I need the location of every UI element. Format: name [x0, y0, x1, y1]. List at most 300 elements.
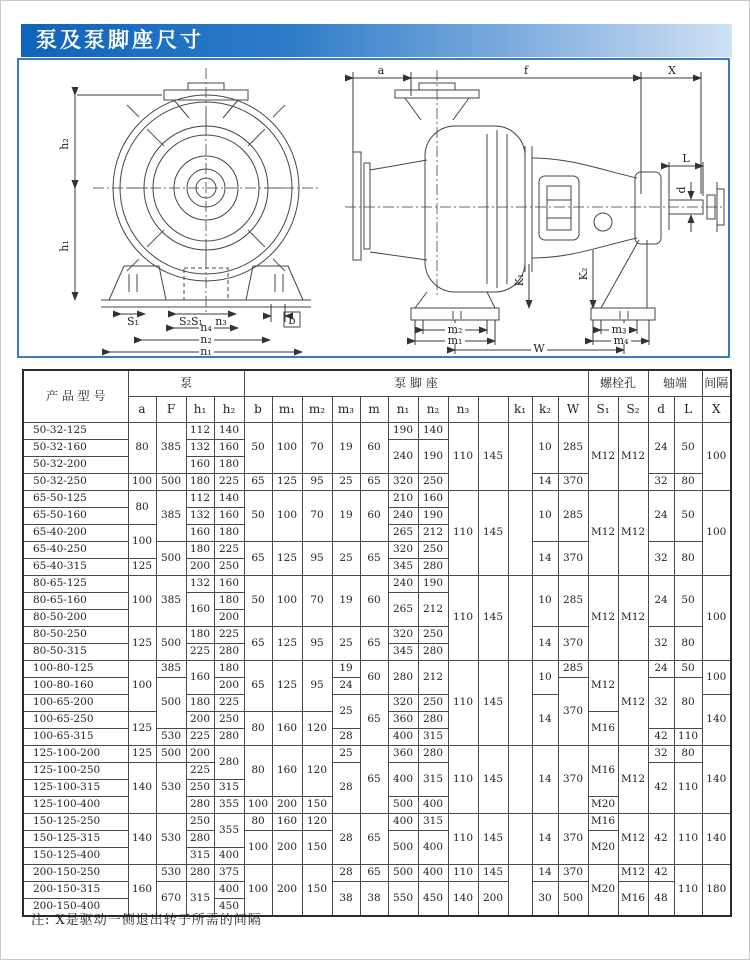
value-cell: 375 [214, 865, 244, 882]
value-cell: M12 [618, 576, 648, 661]
value-cell: 160 [272, 746, 302, 797]
value-cell: 320 [388, 627, 418, 644]
model-cell: 125-100-200 [23, 746, 128, 763]
model-cell: 50-32-160 [23, 440, 128, 457]
value-cell: 125 [128, 559, 156, 576]
model-cell: 200-150-400 [23, 899, 128, 917]
value-cell: 100 [128, 525, 156, 559]
value-cell: 28 [332, 814, 360, 865]
value-cell: 670 [156, 882, 186, 917]
model-cell: 150-125-250 [23, 814, 128, 831]
value-cell: 120 [302, 746, 332, 797]
value-cell: 385 [156, 491, 186, 542]
value-cell: 95 [302, 474, 332, 491]
column-header-cell: F [156, 397, 186, 423]
value-cell: M16 [618, 882, 648, 917]
model-cell: 50-32-250 [23, 474, 128, 491]
table-row [23, 491, 731, 508]
value-cell: 500 [388, 797, 418, 814]
value-cell: 150 [302, 797, 332, 814]
table-row [23, 865, 731, 882]
value-cell: 100 [128, 474, 156, 491]
value-cell: 225 [214, 474, 244, 491]
value-cell: 25 [332, 746, 360, 763]
value-cell: 145 [478, 576, 508, 661]
value-cell: 110 [448, 491, 478, 576]
value-cell: 500 [388, 865, 418, 882]
dimension-table [22, 369, 732, 917]
value-cell: M16 [588, 746, 618, 797]
value-cell: 285 [558, 491, 588, 542]
value-cell: 160 [272, 814, 302, 831]
value-cell: 400 [388, 729, 418, 746]
value-cell: 100 [702, 491, 731, 576]
value-cell: 32 [648, 627, 674, 661]
value-cell: 65 [360, 627, 388, 661]
group-header-cell: 轴端 [648, 370, 702, 397]
value-cell: 145 [478, 491, 508, 576]
value-cell: 50 [674, 661, 702, 678]
value-cell: 100 [244, 865, 272, 917]
value-cell: 100 [272, 423, 302, 474]
value-cell: 65 [360, 814, 388, 865]
value-cell: 240 [388, 508, 418, 525]
dim-label-n1: n₁ [200, 345, 212, 356]
dim-label-m2: m₂ [447, 323, 463, 336]
dim-label-s1: S₁ [127, 315, 139, 328]
value-cell: 24 [648, 423, 674, 474]
value-cell: 345 [388, 559, 418, 576]
column-header-cell: a [128, 397, 156, 423]
dim-label-m1: m₁ [447, 334, 463, 347]
value-cell: 190 [418, 576, 448, 593]
value-cell: 100 [244, 797, 272, 814]
value-cell: 285 [558, 661, 588, 678]
value-cell: 280 [418, 644, 448, 661]
value-cell: 370 [558, 542, 588, 576]
value-cell: 10 [532, 423, 558, 474]
value-cell: 150 [302, 831, 332, 865]
column-header-cell: n₂ [418, 397, 448, 423]
value-cell: 160 [214, 440, 244, 457]
value-cell: 180 [702, 865, 731, 917]
value-cell: M16 [588, 814, 618, 831]
value-cell: 125 [128, 712, 156, 746]
value-cell: 400 [214, 882, 244, 899]
value-cell: 180 [214, 661, 244, 678]
value-cell: 100 [272, 576, 302, 627]
value-cell: 80 [674, 542, 702, 576]
dim-label-k1: K₁ [513, 273, 526, 287]
value-cell: 500 [156, 627, 186, 661]
model-cell: 100-80-125 [23, 661, 128, 678]
value-cell: 38 [360, 882, 388, 917]
value-cell: 400 [214, 848, 244, 865]
value-cell: 100 [244, 831, 272, 865]
value-cell: 370 [558, 814, 588, 865]
model-cell: 65-50-125 [23, 491, 128, 508]
value-cell [508, 814, 532, 865]
value-cell: 110 [674, 763, 702, 814]
table-row [23, 661, 731, 678]
value-cell: 125 [272, 627, 302, 661]
value-cell: 400 [388, 763, 418, 797]
value-cell: 65 [244, 542, 272, 576]
value-cell: 80 [674, 474, 702, 491]
page-title: 泵及泵脚座尺寸 [21, 24, 732, 57]
value-cell: 110 [448, 423, 478, 491]
column-header-cell: k₁ [508, 397, 532, 423]
value-cell: 95 [302, 542, 332, 576]
value-cell: 110 [674, 729, 702, 746]
value-cell: 110 [448, 576, 478, 661]
value-cell: 42 [648, 729, 674, 746]
footnote: 注: X是驱动一侧退出转子所需的间隔 [31, 913, 262, 928]
value-cell: 360 [388, 712, 418, 729]
value-cell: 50 [244, 576, 272, 627]
value-cell: M16 [588, 712, 618, 746]
value-cell: 70 [302, 576, 332, 627]
column-header-cell: k₂ [532, 397, 558, 423]
value-cell: 500 [156, 542, 186, 576]
value-cell: 80 [128, 423, 156, 474]
value-cell: 320 [388, 542, 418, 559]
value-cell: 140 [702, 746, 731, 814]
value-cell: 180 [214, 593, 244, 610]
value-cell: 200 [186, 746, 214, 763]
model-cell: 65-40-315 [23, 559, 128, 576]
value-cell: 80 [244, 814, 272, 831]
column-header-cell: m₃ [332, 397, 360, 423]
centerlines [345, 70, 725, 297]
value-cell: 42 [648, 763, 674, 814]
value-cell: 100 [128, 661, 156, 712]
column-header-cell: h₁ [186, 397, 214, 423]
value-cell: 145 [478, 865, 508, 882]
value-cell: 530 [156, 729, 186, 746]
value-cell: 265 [388, 593, 418, 627]
value-cell: 500 [558, 882, 588, 917]
value-cell: 225 [214, 695, 244, 712]
value-cell: 125 [272, 542, 302, 576]
value-cell: 315 [186, 882, 214, 917]
value-cell: 400 [418, 865, 448, 882]
model-cell: 200-150-315 [23, 882, 128, 899]
casing-side [425, 126, 532, 292]
pump-side-view-drawing [339, 62, 728, 356]
value-cell: 120 [302, 712, 332, 746]
value-cell: 385 [156, 576, 186, 627]
value-cell: M20 [588, 865, 618, 917]
value-cell: 80 [674, 627, 702, 661]
dim-label-n4: n₄ [200, 321, 212, 334]
value-cell: 160 [128, 865, 156, 917]
value-cell: 150 [302, 865, 332, 917]
value-cell: 32 [648, 542, 674, 576]
value-cell: 400 [388, 814, 418, 831]
value-cell: 180 [214, 457, 244, 474]
value-cell: 48 [648, 882, 674, 917]
value-cell: M12 [618, 746, 648, 814]
value-cell: 200 [272, 865, 302, 917]
bearing-bracket [532, 158, 669, 258]
value-cell: 200 [272, 797, 302, 814]
dimension-lines-right [529, 162, 703, 308]
value-cell: 212 [418, 661, 448, 695]
value-cell: 280 [214, 644, 244, 661]
dim-label-f: f [523, 64, 529, 77]
value-cell: M12 [588, 423, 618, 491]
value-cell: 225 [186, 729, 214, 746]
value-cell: M12 [588, 491, 618, 576]
value-cell: 180 [186, 627, 214, 644]
value-cell: 180 [186, 542, 214, 559]
column-header-cell: n₃ [448, 397, 478, 423]
model-cell: 150-125-315 [23, 831, 128, 848]
value-cell: 38 [332, 882, 360, 917]
model-cell: 125-100-250 [23, 763, 128, 780]
value-cell: 60 [360, 423, 388, 474]
value-cell: M12 [618, 661, 648, 746]
model-cell: 50-32-200 [23, 457, 128, 474]
value-cell: 25 [332, 474, 360, 491]
value-cell: 400 [418, 797, 448, 814]
value-cell: 280 [388, 661, 418, 695]
value-cell: 280 [418, 712, 448, 729]
table-row [23, 746, 731, 763]
value-cell: 10 [532, 576, 558, 627]
value-cell: 28 [332, 763, 360, 814]
model-cell: 100-65-315 [23, 729, 128, 746]
value-cell: 65 [360, 746, 388, 814]
value-cell: 320 [388, 695, 418, 712]
value-cell: 10 [532, 491, 558, 542]
value-cell: 280 [418, 746, 448, 763]
value-cell: 320 [388, 474, 418, 491]
value-cell: 280 [214, 729, 244, 746]
value-cell: 25 [332, 695, 360, 729]
value-cell: 250 [418, 474, 448, 491]
value-cell: 80 [128, 491, 156, 525]
dim-label-l: L [682, 152, 690, 165]
value-cell: 100 [702, 661, 731, 695]
model-cell: 65-50-160 [23, 508, 128, 525]
dimension-table-wrap [22, 369, 732, 917]
value-cell: 190 [388, 423, 418, 440]
value-cell: 140 [128, 763, 156, 814]
value-cell: 80 [244, 746, 272, 797]
value-cell: 24 [648, 661, 674, 678]
value-cell: 550 [388, 882, 418, 917]
model-cell: 100-65-200 [23, 695, 128, 712]
value-cell: 132 [186, 508, 214, 525]
value-cell: 160 [186, 593, 214, 627]
value-cell: 225 [186, 763, 214, 780]
dim-label-x: X [668, 64, 676, 77]
value-cell: 280 [186, 865, 214, 882]
pump-drawing-panel [17, 58, 730, 358]
value-cell: 24 [648, 491, 674, 542]
value-cell: M20 [588, 797, 618, 814]
value-cell: 370 [558, 865, 588, 882]
dim-label-k2: K₂ [577, 267, 590, 281]
value-cell: 250 [214, 712, 244, 729]
value-cell: 80 [674, 678, 702, 729]
dim-label-m4: m₄ [613, 334, 629, 347]
value-cell: 19 [332, 576, 360, 627]
value-cell: 400 [418, 831, 448, 865]
value-cell: 32 [648, 678, 674, 729]
value-cell: 65 [360, 474, 388, 491]
value-cell: 200 [214, 610, 244, 627]
value-cell: 50 [244, 423, 272, 474]
model-cell: 50-32-125 [23, 423, 128, 440]
value-cell: 180 [214, 525, 244, 542]
value-cell: 24 [332, 678, 360, 695]
value-cell: 110 [448, 746, 478, 814]
value-cell: 14 [532, 746, 558, 814]
value-cell: 160 [272, 712, 302, 746]
dim-label-m3: m₃ [611, 323, 627, 336]
value-cell: 200 [214, 678, 244, 695]
value-cell: 60 [360, 491, 388, 542]
value-cell: 140 [448, 882, 478, 917]
column-header-cell: m₂ [302, 397, 332, 423]
dim-label-h1: h₁ [58, 240, 71, 252]
value-cell: 280 [418, 559, 448, 576]
value-cell: 160 [186, 661, 214, 695]
model-cell: 80-50-315 [23, 644, 128, 661]
value-cell: 315 [418, 763, 448, 797]
value-cell: 160 [418, 491, 448, 508]
column-header-cell: b [244, 397, 272, 423]
value-cell: 140 [702, 814, 731, 865]
model-cell: 65-40-250 [23, 542, 128, 559]
value-cell: 25 [332, 542, 360, 576]
column-header-cell: m [360, 397, 388, 423]
value-cell: 110 [674, 865, 702, 917]
value-cell: 450 [418, 882, 448, 917]
value-cell: 500 [156, 474, 186, 491]
column-header-cell: m₁ [272, 397, 302, 423]
value-cell: 250 [214, 559, 244, 576]
value-cell: 14 [532, 474, 558, 491]
column-header-cell: h₂ [214, 397, 244, 423]
value-cell: 285 [558, 576, 588, 627]
value-cell: M20 [588, 831, 618, 865]
value-cell: 250 [186, 780, 214, 797]
value-cell: 95 [302, 627, 332, 661]
value-cell: 210 [388, 491, 418, 508]
value-cell: 240 [388, 576, 418, 593]
value-cell: 100 [128, 576, 156, 627]
value-cell: 100 [702, 576, 731, 661]
value-cell: 370 [558, 627, 588, 661]
value-cell: M12 [618, 423, 648, 491]
value-cell: 500 [156, 746, 186, 763]
value-cell: 250 [418, 542, 448, 559]
dim-label-s2s1: S₂S₁ [179, 315, 203, 328]
value-cell: 65 [244, 661, 272, 712]
suction-flange [353, 152, 427, 260]
value-cell: 42 [648, 865, 674, 882]
value-cell: 140 [418, 423, 448, 440]
value-cell: 315 [214, 780, 244, 797]
corner-header-cell: 产 品 型 号 [23, 370, 128, 423]
value-cell [508, 661, 532, 746]
value-cell: 140 [214, 423, 244, 440]
value-cell: 200 [186, 559, 214, 576]
value-cell: 100 [702, 423, 731, 491]
value-cell: 65 [244, 627, 272, 661]
value-cell: 250 [418, 695, 448, 712]
value-cell: 315 [186, 848, 214, 865]
table-row [23, 576, 731, 593]
value-cell: 28 [332, 729, 360, 746]
value-cell: 65 [360, 865, 388, 882]
value-cell: 180 [186, 695, 214, 712]
dim-label-a: a [377, 64, 385, 77]
value-cell: 19 [332, 491, 360, 542]
value-cell: 95 [302, 661, 332, 712]
value-cell: 190 [418, 508, 448, 525]
value-cell: 132 [186, 440, 214, 457]
value-cell: 385 [156, 423, 186, 474]
value-cell: M12 [588, 576, 618, 661]
dim-label-w: W [533, 342, 545, 355]
value-cell: 19 [332, 423, 360, 474]
model-cell: 200-150-250 [23, 865, 128, 882]
value-cell: 60 [360, 576, 388, 627]
value-cell: 315 [418, 814, 448, 831]
column-header-cell: n₁ [388, 397, 418, 423]
group-header-cell: 泵 脚 座 [244, 370, 588, 397]
value-cell: 200 [186, 712, 214, 729]
value-cell: 42 [648, 814, 674, 865]
pump-feet-side [411, 240, 655, 320]
value-cell: 500 [388, 831, 418, 865]
value-cell: 125 [128, 746, 156, 763]
value-cell: 112 [186, 491, 214, 508]
value-cell [508, 576, 532, 661]
value-cell: 100 [272, 491, 302, 542]
value-cell: 530 [156, 763, 186, 814]
value-cell: 32 [648, 474, 674, 491]
value-cell: 112 [186, 423, 214, 440]
table-row [23, 423, 731, 440]
value-cell: 280 [214, 746, 244, 780]
value-cell: 370 [558, 746, 588, 814]
value-cell: 285 [558, 423, 588, 474]
model-cell: 150-125-400 [23, 848, 128, 865]
value-cell: 14 [532, 695, 558, 746]
model-cell: 125-100-315 [23, 780, 128, 797]
model-cell: 65-40-200 [23, 525, 128, 542]
value-cell: 50 [674, 423, 702, 474]
value-cell: 225 [186, 644, 214, 661]
value-cell: 160 [214, 576, 244, 593]
value-cell: 140 [214, 491, 244, 508]
value-cell: 450 [214, 899, 244, 917]
dim-label-n2: n₂ [200, 333, 212, 346]
value-cell: 25 [332, 627, 360, 661]
value-cell: 530 [156, 814, 186, 865]
value-cell: 65 [360, 542, 388, 576]
value-cell [508, 746, 532, 814]
value-cell: 65 [360, 695, 388, 746]
dim-label-b: b [288, 314, 296, 327]
column-header-cell: S₂ [618, 397, 648, 423]
